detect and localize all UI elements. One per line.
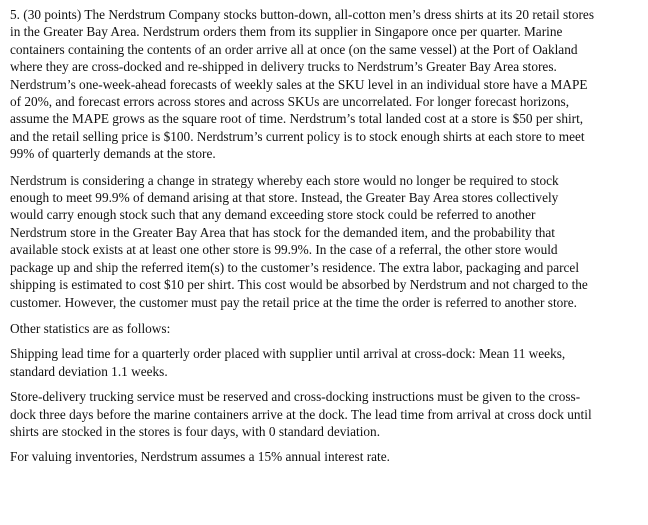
document-page (10, 6, 594, 475)
interest-rate-paragraph: For valuing inventories, Nerdstrum assumes a 15% annual interest rate. (10, 449, 390, 465)
other-statistics-heading: Other statistics are as follows: (10, 320, 171, 336)
strategy-change-paragraph: Nerdstrum is considering a change in strategy whereby each store would no longer be required to stock enough to meet 99.9% of demand arising at that store. Instead, the Greater Bay Area stores collectively would carry enough stock such that any demand exceeding store stock could be referred to another Nerdstrum store in the Greater Bay Area that has stock for the demanded item, and the probability that available stock exists at at least one other store is 99.9%. In the case of a referral, the other store would package up and ship the referred item(s) to the customer’s residence. The extra labor, packaging and parcel shipping is estimated to cost $10 per shirt. This cost would be absorbed by Nerdstrum and not charged to the customer. However, the customer must pay the retail price at the time the order is referred to another store. (10, 172, 588, 310)
store-delivery-paragraph: Store-delivery trucking service must be reserved and cross-docking instructions must be given to the cross-dock three days before the marine containers arrive at the dock. The lead time from arrival at cross dock until shirts are stocked in the stores is four days, with 0 standard deviation. (10, 389, 592, 439)
problem-statement-paragraph: 5. (30 points) The Nerdstrum Company stocks button-down, all-cotton men’s dress shirts at its 20 retail stores in the Greater Bay Area. Nerdstrum orders them from its supplier in Singapore once per quarter. Marine containers containing the contents of an order arrive all at once (on the same vessel) at the Port of Oakland where they are cross-docked and re-shipped in delivery trucks to Nerdstrum’s Greater Bay Area stores. Nerdstrum’s one-week-ahead forecasts of weekly sales at the SKU level in an individual store have a MAPE of 20%, and forecast errors across stores and across SKUs are uncorrelated. For longer forecast horizons, assume the MAPE grows as the square root of time. Nerdstrum’s total landed cost at a store is $50 per shirt, and the retail selling price is $100. Nerdstrum’s current policy is to stock enough shirts at each store to meet 99% of quarterly demands at the store. (10, 7, 595, 162)
shipping-lead-time-paragraph: Shipping lead time for a quarterly order placed with supplier until arrival at cross-dock: Mean 11 weeks, standard deviation 1.1 weeks. (10, 346, 566, 379)
